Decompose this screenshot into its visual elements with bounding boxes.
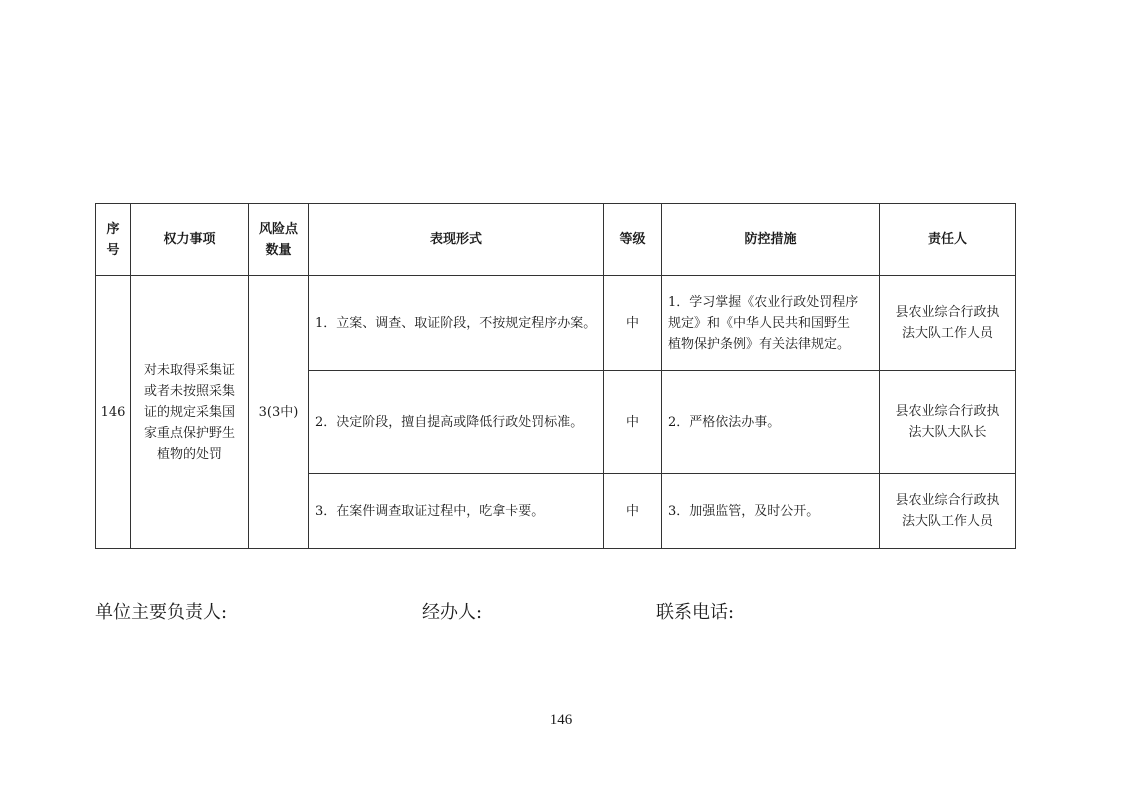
matter-line: 植物的处罚 [156,446,222,462]
responsible-line: 法大队工作人员 [901,514,993,529]
header-count-line2: 数量 [265,242,292,258]
row-measures [662,474,880,549]
matter-line: 家重点保护野生 [143,425,235,441]
row-responsible [880,474,1016,549]
header-responsible: 责任人 [880,204,1016,276]
row-level: 中 [604,474,662,549]
row-level: 中 [604,371,662,474]
header-measures: 防控措施 [662,204,880,276]
header-seq [96,204,131,276]
header-count [249,204,309,276]
row-form: 1．立案、调查、取证阶段，不按规定程序办案。 [309,276,604,371]
responsible-line: 法大队大队长 [908,425,987,440]
measure-line: 3．加强监管，及时公开。 [668,503,820,519]
header-level: 等级 [604,204,662,276]
measure-line: 1．学习掌握《农业行政处罚程序 [668,294,859,310]
page-number: 146 [549,712,573,728]
footer-unit-head-label: 单位主要负责人: [95,602,228,623]
measure-line: 2．严格依法办事。 [668,414,781,430]
row-measures [662,371,880,474]
header-seq-line1: 序 [106,221,120,237]
table-header-row [96,204,1016,276]
row-form: 3．在案件调查取证过程中，吃拿卡要。 [309,474,604,549]
responsible-line: 法大队工作人员 [901,326,993,341]
responsible-line: 县农业综合行政执 [895,404,1000,419]
row-measures [662,276,880,371]
item-matter [131,276,249,549]
header-matter: 权力事项 [131,204,249,276]
row-responsible [880,371,1016,474]
matter-line: 对未取得采集证 [143,362,235,378]
footer-handler-label: 经办人: [422,602,483,623]
row-form: 2．决定阶段，擅自提高或降低行政处罚标准。 [309,371,604,474]
measure-line: 规定》和《中华人民共和国野生 [668,315,851,331]
matter-line: 证的规定采集国 [143,404,235,420]
table-row [96,276,1016,371]
risk-table [95,203,1016,549]
row-responsible [880,276,1016,371]
responsible-line: 县农业综合行政执 [895,305,1000,320]
item-seq: 146 [96,276,131,549]
measure-line: 植物保护条例》有关法律规定。 [668,336,851,352]
item-count: 3(3中) [249,276,309,549]
header-count-line1: 风险点 [258,221,298,237]
header-form: 表现形式 [309,204,604,276]
row-level: 中 [604,276,662,371]
header-seq-line2: 号 [106,242,120,258]
matter-line: 或者未按照采集 [143,383,235,399]
footer-phone-label: 联系电话: [656,602,735,623]
responsible-line: 县农业综合行政执 [895,493,1000,508]
